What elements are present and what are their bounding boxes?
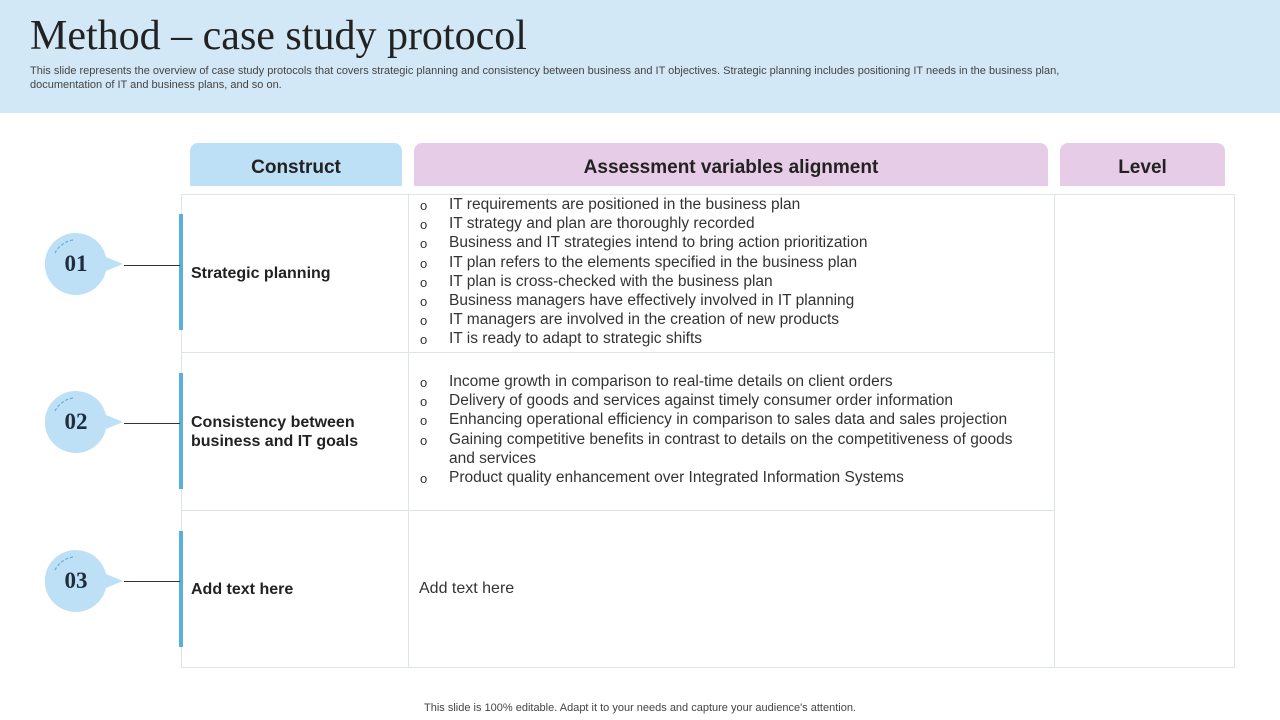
assessment-list xyxy=(420,372,1040,487)
list-item: o IT requirements are positioned in the business plan xyxy=(420,195,1050,214)
step-number: 02 xyxy=(64,409,88,434)
list-item: o Income growth in comparison to real-time details on client orders xyxy=(420,372,1040,391)
step-number: 01 xyxy=(64,251,88,276)
page-title: Method – case study protocol xyxy=(30,13,527,59)
column-header-assessment: Assessment variables alignment xyxy=(414,143,1048,186)
assessment-list xyxy=(420,195,1050,349)
row-accent-bar xyxy=(179,214,183,330)
row-connector-line xyxy=(124,581,180,582)
list-item: o IT is ready to adapt to strategic shifts xyxy=(420,329,1050,348)
table-divider xyxy=(181,510,1055,511)
table-divider xyxy=(1054,194,1055,668)
column-header-level: Level xyxy=(1060,143,1225,186)
list-item: o Business managers have effectively involved in IT planning xyxy=(420,291,1050,310)
header-banner xyxy=(0,0,1280,113)
table-divider xyxy=(181,352,1055,353)
list-item: o Enhancing operational efficiency in comparison to sales data and sales projection xyxy=(420,410,1040,429)
list-item: o IT managers are involved in the creation of new products xyxy=(420,310,1050,329)
list-item: o IT plan refers to the elements specified in the business plan xyxy=(420,253,1050,272)
row-connector-line xyxy=(124,423,180,424)
row-connector-line xyxy=(124,265,180,266)
step-number: 03 xyxy=(64,568,88,593)
row-accent-bar xyxy=(179,531,183,647)
construct-label: Add text here xyxy=(191,581,294,598)
list-item: o IT strategy and plan are thoroughly recorded xyxy=(420,214,1050,233)
list-item: o Delivery of goods and services against timely consumer order information xyxy=(420,391,1040,410)
list-item: o Product quality enhancement over Integrated Information Systems xyxy=(420,468,1040,487)
column-header-construct: Construct xyxy=(190,143,402,186)
footer-note: This slide is 100% editable. Adapt it to your needs and capture your audience's attention. xyxy=(424,702,856,714)
construct-label: Strategic planning xyxy=(191,265,331,282)
row-accent-bar xyxy=(179,373,183,489)
placeholder-text: Add text here xyxy=(419,580,515,597)
list-item: o Business and IT strategies intend to bring action prioritization xyxy=(420,233,1050,252)
step-badge xyxy=(45,391,123,453)
construct-label: Consistency between business and IT goals xyxy=(191,414,359,450)
list-item: o Gaining competitive benefits in contrast to details on the competitiveness of goods and services xyxy=(420,430,1040,468)
page-subtitle: This slide represents the overview of case study protocols that covers strategic planning and consistency between business and IT objectives. Strategic planning includes positioning IT needs in the business plan, documentation of IT and business plans, and so on. xyxy=(30,65,1060,91)
table-divider xyxy=(408,194,409,668)
step-badge xyxy=(45,550,123,612)
step-badge xyxy=(45,233,123,295)
list-item: o IT plan is cross-checked with the business plan xyxy=(420,272,1050,291)
